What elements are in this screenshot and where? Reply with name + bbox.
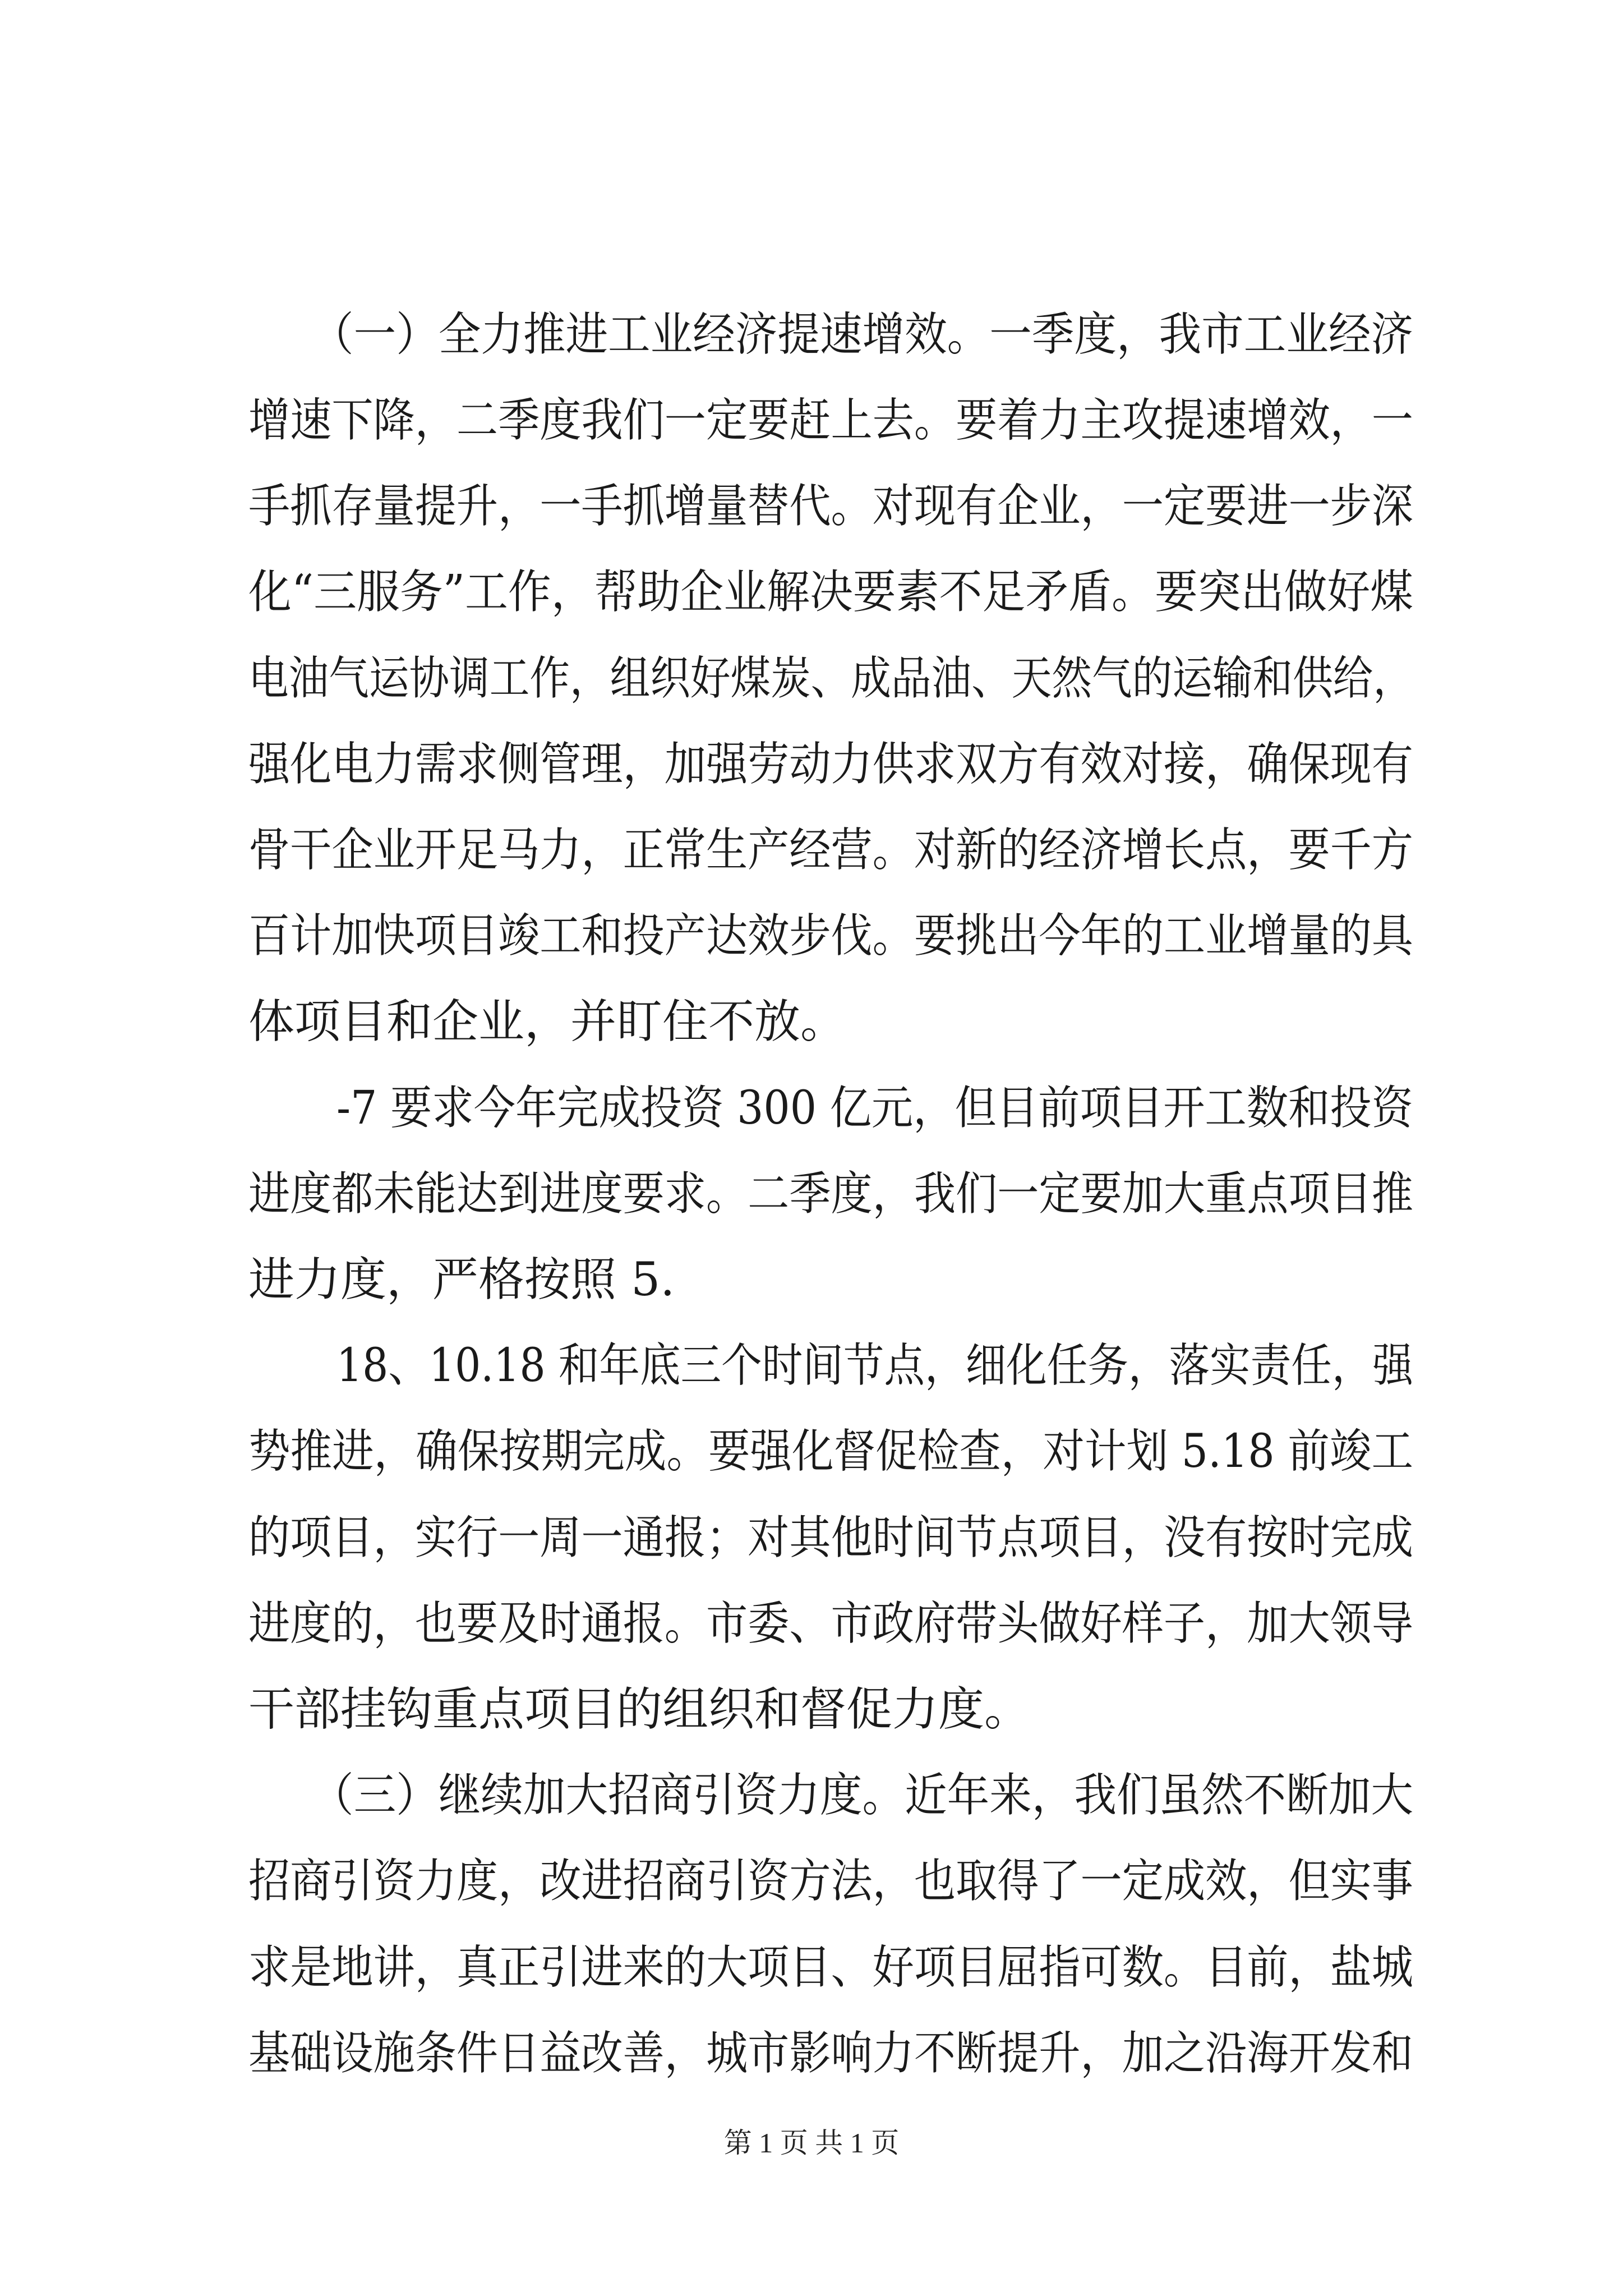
text-line [0, 983, 1623, 1061]
text-line [0, 1929, 1623, 2007]
text-line [0, 1155, 1623, 1234]
line-text: 强化电力需求侧管理，加强劳动力供求双方有效对接，确保现有 [248, 738, 1413, 791]
line-text: 的项目，实行一周一通报；对其他时间节点项目，没有按时完成 [248, 1511, 1413, 1565]
line-text: 体项目和企业，并盯住不放。 [248, 995, 847, 1048]
line-text: 势推进，确保按期完成。要强化督促检查，对计划 5.18 前竣工 [248, 1425, 1413, 1478]
text-line [0, 1671, 1623, 1749]
line-text: 基础设施条件日益改善，城市影响力不断提升，加之沿海开发和 [248, 2027, 1413, 2080]
line-text: 进度的，也要及时通报。市委、市政府带头做好样子，加大领导 [248, 1597, 1413, 1650]
line-text: 化“三服务”工作，帮助企业解决要素不足矛盾。要突出做好煤 [248, 565, 1413, 619]
line-text: 骨干企业开足马力，正常生产经营。对新的经济增长点，要千方 [248, 823, 1413, 877]
line-text: -7 要求今年完成投资 300 亿元，但目前项目开工数和投资 [336, 1082, 1413, 1135]
text-line [0, 1069, 1623, 1148]
text-line [0, 1756, 1623, 1835]
line-text: 进度都未能达到进度要求。二季度，我们一定要加大重点项目推 [248, 1167, 1413, 1221]
line-text: 求是地讲，真正引进来的大项目、好项目屈指可数。目前，盐城 [248, 1941, 1413, 1994]
text-line [0, 725, 1623, 804]
line-text: （三）继续加大招商引资力度。近年来，我们虽然不断加大 [311, 1769, 1413, 1822]
text-line [0, 1412, 1623, 1491]
line-text: 增速下降，二季度我们一定要赶上去。要着力主攻提速增效，一 [248, 394, 1413, 447]
text-line [0, 811, 1623, 890]
text-line [0, 296, 1623, 374]
line-text: 手抓存量提升，一手抓增量替代。对现有企业，一定要进一步深 [248, 480, 1413, 533]
text-line [0, 639, 1623, 718]
page-footer: 第 1 页 共 1 页 [723, 2127, 900, 2159]
text-line [0, 1499, 1623, 1577]
text-line [0, 2014, 1623, 2093]
text-line [0, 381, 1623, 460]
text-line [0, 1327, 1623, 1405]
text-line [0, 1842, 1623, 1921]
line-text: 电油气运协调工作，组织好煤炭、成品油、天然气的运输和供给， [248, 652, 1413, 705]
line-text: 进力度，严格按照 5. [248, 1253, 675, 1306]
text-line [0, 897, 1623, 976]
text-line [0, 467, 1623, 546]
line-text: 干部挂钩重点项目的组织和督促力度。 [248, 1683, 1031, 1736]
text-line [0, 1585, 1623, 1663]
line-text: 百计加快项目竣工和投产达效步伐。要挑出今年的工业增量的具 [248, 909, 1413, 963]
line-text: 招商引资力度，改进招商引资方法，也取得了一定成效，但实事 [248, 1855, 1413, 1908]
line-text: （一）全力推进工业经济提速增效。一季度，我市工业经济 [311, 308, 1413, 361]
text-line [0, 553, 1623, 632]
text-line [0, 1241, 1623, 1319]
line-text: 18、10.18 和年底三个时间节点，细化任务，落实责任，强 [336, 1339, 1413, 1392]
